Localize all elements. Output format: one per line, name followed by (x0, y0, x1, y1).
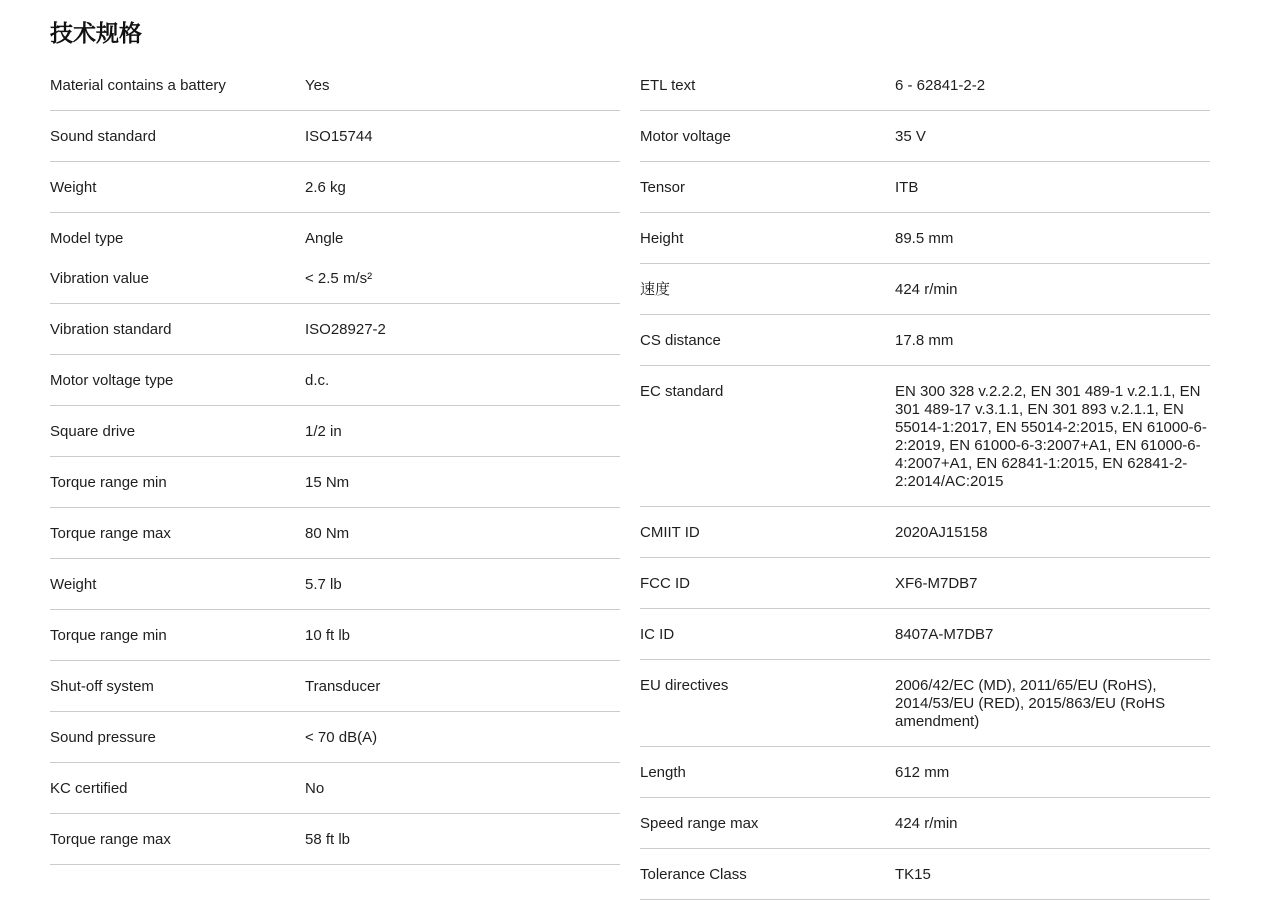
page-title: 技术规格 (50, 20, 142, 46)
spec-row (50, 559, 620, 610)
spec-row (50, 213, 620, 270)
spec-row (640, 660, 1210, 747)
spec-label: Speed range max (640, 815, 759, 832)
spec-row (640, 609, 1210, 660)
spec-column-right (640, 60, 1210, 900)
spec-row (640, 366, 1210, 507)
spec-label: Sound standard (50, 128, 156, 145)
spec-value: 8407A-M7DB7 (895, 626, 994, 643)
spec-value: 17.8 mm (895, 332, 954, 349)
spec-row (640, 507, 1210, 558)
spec-label: IC ID (640, 626, 675, 643)
spec-label: Vibration value (50, 270, 149, 287)
spec-row (50, 508, 620, 559)
spec-label: Torque range min (50, 474, 167, 491)
spec-label: Model type (50, 230, 124, 247)
spec-value: 5.7 lb (305, 576, 342, 593)
spec-value: 1/2 in (305, 423, 342, 440)
spec-label: Weight (50, 576, 97, 593)
spec-row (50, 355, 620, 406)
spec-label: Motor voltage (640, 128, 731, 145)
spec-row (640, 798, 1210, 849)
spec-label: Weight (50, 179, 97, 196)
spec-row (50, 661, 620, 712)
spec-value: Transducer (305, 678, 381, 695)
spec-row (50, 814, 620, 865)
spec-value: ITB (895, 179, 919, 196)
spec-row (50, 111, 620, 162)
spec-value: < 70 dB(A) (305, 729, 378, 746)
spec-row (50, 162, 620, 213)
spec-value: 80 Nm (305, 525, 350, 542)
spec-label: Torque range max (50, 525, 171, 542)
spec-label: Square drive (50, 423, 136, 440)
spec-value: 424 r/min (895, 815, 958, 832)
spec-value: 10 ft lb (305, 627, 351, 644)
spec-label: Tensor (640, 179, 686, 196)
spec-row (640, 315, 1210, 366)
spec-row (50, 60, 620, 111)
spec-label: Tolerance Class (640, 866, 747, 883)
spec-value: 2006/42/EC (MD), 2011/65/EU (RoHS), 2014/53/EU (RED), 2015/863/EU (RoHS amendment) (895, 677, 1166, 730)
spec-label: EC standard (640, 383, 724, 400)
spec-row (50, 712, 620, 763)
spec-value: 612 mm (895, 764, 950, 781)
spec-label: CMIIT ID (640, 524, 700, 541)
spec-value: Angle (305, 230, 344, 247)
spec-row (640, 162, 1210, 213)
spec-row (50, 457, 620, 508)
spec-label: Material contains a battery (50, 77, 226, 94)
spec-row (50, 406, 620, 457)
spec-label: 速度 (640, 281, 671, 298)
spec-row (640, 747, 1210, 798)
spec-value: 2020AJ15158 (895, 524, 988, 541)
spec-grid (50, 60, 1210, 900)
spec-label: Torque range min (50, 627, 167, 644)
spec-row (50, 270, 620, 304)
spec-label: EU directives (640, 677, 729, 694)
spec-label: Height (640, 230, 684, 247)
spec-value: No (305, 780, 325, 797)
spec-value: 89.5 mm (895, 230, 954, 247)
spec-label: KC certified (50, 780, 128, 797)
spec-row (50, 304, 620, 355)
spec-label: CS distance (640, 332, 721, 349)
spec-row (640, 111, 1210, 162)
spec-label: Torque range max (50, 831, 171, 848)
spec-row (50, 610, 620, 661)
spec-label: FCC ID (640, 575, 690, 592)
spec-value: d.c. (305, 372, 330, 389)
spec-label: ETL text (640, 77, 696, 94)
spec-value: TK15 (895, 866, 931, 883)
spec-value: 15 Nm (305, 474, 350, 491)
spec-row (640, 558, 1210, 609)
spec-row (640, 849, 1210, 900)
spec-value: ISO15744 (305, 128, 373, 145)
spec-value: 6 - 62841-2-2 (895, 77, 986, 94)
spec-label: Length (640, 764, 686, 781)
spec-value: 2.6 kg (305, 179, 346, 196)
spec-column-left (50, 60, 620, 865)
spec-value: ISO28927-2 (305, 321, 386, 338)
spec-row (640, 60, 1210, 111)
spec-value: 58 ft lb (305, 831, 351, 848)
spec-value: 35 V (895, 128, 926, 145)
spec-value: 424 r/min (895, 281, 958, 298)
spec-row (50, 763, 620, 814)
spec-label: Shut-off system (50, 678, 154, 695)
spec-value: < 2.5 m/s² (305, 270, 373, 287)
spec-label: Sound pressure (50, 729, 156, 746)
spec-label: Motor voltage type (50, 372, 174, 389)
spec-value: Yes (305, 77, 330, 94)
spec-value: XF6-M7DB7 (895, 575, 978, 592)
spec-row (640, 213, 1210, 264)
spec-value: EN 300 328 v.2.2.2, EN 301 489-1 v.2.1.1, EN 301 489-17 v.3.1.1, EN 301 893 v.2.1.1, EN 55014-1:2017, EN 55014-2:2015, EN 61000-6-2:2019, EN 61000-6-3:2007+A1, EN 61000-6-4:2007+A1, EN 62841-1:2015, EN 62841-2-2:2014/AC:2015 (895, 383, 1207, 490)
spec-label: Vibration standard (50, 321, 172, 338)
spec-row (640, 264, 1210, 315)
